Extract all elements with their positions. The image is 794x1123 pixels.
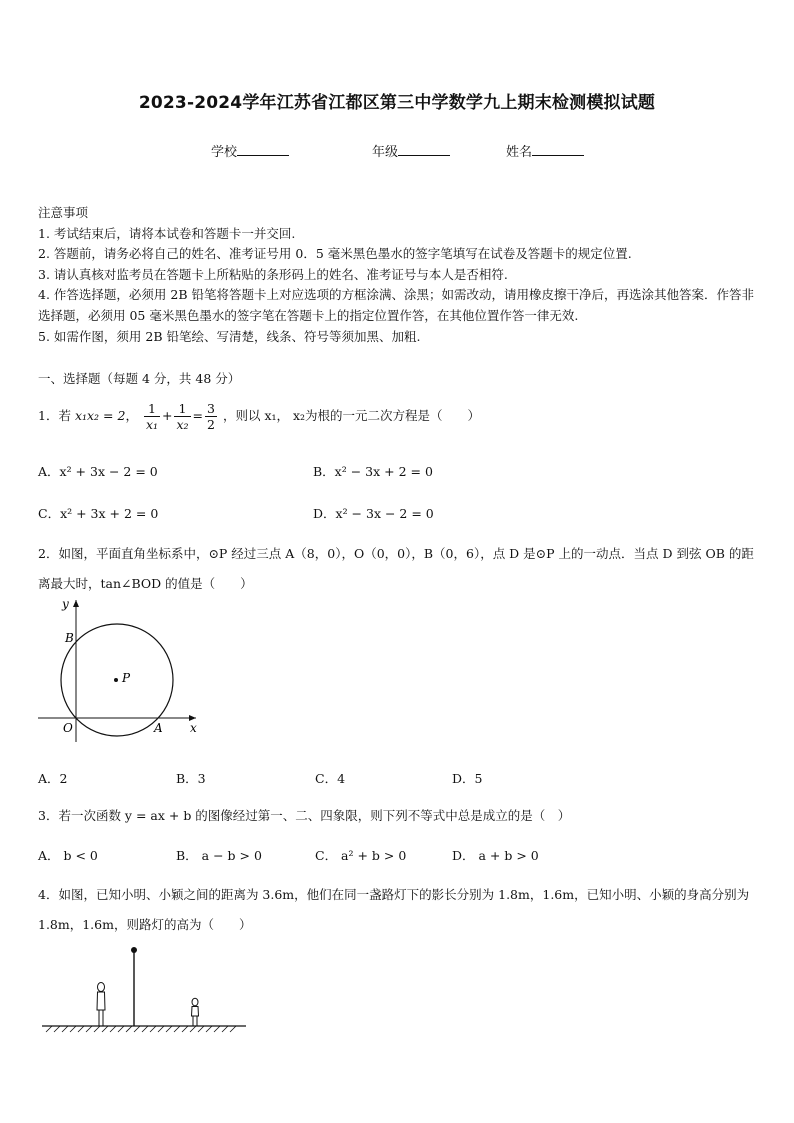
person-xiaoming-icon bbox=[97, 983, 105, 1027]
question-1: 1．若 x₁x₂ = 2， $\frac{1}{\text{x₁}}$ + $\frac{1}{\text{x₂}}$ = $\frac{3}{2}$ ，则以 x₁， x₂为根的一元二次方程是（ ） bbox=[38, 401, 481, 432]
q2-option-a: A．2 bbox=[38, 771, 68, 786]
q1-frac-rhs bbox=[205, 401, 217, 432]
x-axis-label: x bbox=[190, 721, 197, 735]
question-2: 2．如图，平面直角坐标系中，⊙P 经过三点 A（8，0），O（0，0），B（0，6），点 D 是⊙P 上的一动点．当点 D 到弦 OB 的距离最大时，tan∠BOD 的值是（ ） bbox=[38, 546, 754, 591]
point-p-label: P bbox=[122, 671, 131, 685]
notes-block bbox=[38, 203, 760, 347]
note-item-1: 1. 考试结束后，请将本试卷和答题卡一并交回. bbox=[38, 225, 296, 241]
q3-option-b: B． a − b > 0 bbox=[176, 848, 262, 863]
y-axis-arrow-icon bbox=[73, 600, 79, 607]
grade-label: 年级 bbox=[372, 145, 399, 160]
q3-option-a: A． b < 0 bbox=[38, 848, 98, 863]
note-item-5: 5. 如需作图，须用 2B 铅笔绘、写清楚，线条、符号等须加黑、加粗. bbox=[38, 328, 421, 344]
q1-frac-2 bbox=[174, 401, 190, 432]
question-3: 3．若一次函数 y = ax + b 的图像经过第一、二、四象限，则下列不等式中总是成立的是（ ） bbox=[38, 808, 571, 823]
note-item-3: 3. 请认真核对监考员在答题卡上所粘贴的条形码上的姓名、准考证号与本人是否相符. bbox=[38, 266, 508, 282]
point-o-label: O bbox=[63, 721, 73, 735]
q1-prefix: 1．若 bbox=[38, 408, 71, 423]
ground-hatching bbox=[46, 1026, 236, 1032]
point-a-label: A bbox=[154, 721, 163, 735]
q1-condition: x₁x₂ = 2 bbox=[74, 408, 126, 423]
name-blank bbox=[532, 143, 584, 156]
q1-frac-1 bbox=[144, 401, 160, 432]
grade-field bbox=[372, 141, 450, 160]
q1-frac-2-num: 1 bbox=[174, 401, 190, 417]
q2-circle-figure bbox=[30, 594, 210, 744]
q1-frac-1-den: x₁ bbox=[145, 417, 158, 432]
school-field bbox=[211, 141, 289, 160]
q2-option-d: D．5 bbox=[452, 771, 483, 786]
q4-streetlight-figure bbox=[38, 940, 253, 1040]
name-label: 姓名 bbox=[506, 145, 533, 160]
note-item-2: 2. 答题前，请务必将自己的姓名、准考证号用 0．5 毫米黑色墨水的签字笔填写在试卷及答题卡的规定位置. bbox=[38, 246, 632, 262]
center-point-p bbox=[114, 678, 118, 682]
page-title: 2023-2024学年江苏省江都区第三中学数学九上期末检测模拟试题 bbox=[138, 93, 656, 113]
q1-suffix: ，则以 x₁， x₂为根的一元二次方程是（ ） bbox=[222, 408, 481, 423]
question-4: 4．如图，已知小明、小颖之间的距离为 3.6m，他们在同一盏路灯下的影长分别为 1.8m，1.6m，已知小明、小颖的身高分别为 1.8m，1.6m，则路灯的高为（ ） bbox=[38, 887, 750, 932]
q1-option-c: C．x² + 3x + 2 = 0 bbox=[38, 506, 159, 521]
q2-option-b: B．3 bbox=[176, 771, 206, 786]
school-blank bbox=[237, 143, 289, 156]
q1-frac-rhs-den: 2 bbox=[207, 417, 215, 432]
notes-heading: 注意事项 bbox=[38, 205, 89, 220]
q3-option-c: C． a² + b > 0 bbox=[315, 848, 407, 863]
person-xiaoying-icon bbox=[192, 998, 199, 1026]
q1-option-a: A．x² + 3x − 2 = 0 bbox=[38, 464, 158, 479]
note-item-4: 4. 作答选择题，必须用 2B 铅笔将答题卡上对应选项的方框涂满、涂黑；如需改动，请用橡皮擦干净后，再选涂其他答案．作答非选择题，必须用 05 毫米黑色墨水的签字笔在答题卡上的指定位置作答，在其他位置作答一律无效. bbox=[38, 287, 754, 323]
y-axis-label: y bbox=[62, 597, 69, 611]
q1-option-d: D．x² − 3x − 2 = 0 bbox=[313, 506, 434, 521]
section-heading: 一、选择题（每题 4 分，共 48 分） bbox=[38, 371, 241, 386]
school-label: 学校 bbox=[211, 145, 238, 160]
q1-option-b: B．x² − 3x + 2 = 0 bbox=[313, 464, 433, 479]
name-field bbox=[506, 141, 584, 160]
q1-frac-2-den: x₂ bbox=[176, 417, 189, 432]
point-b-label: B bbox=[65, 631, 74, 645]
q1-frac-1-num: 1 bbox=[144, 401, 160, 417]
q1-sep: ， bbox=[125, 408, 138, 423]
q3-option-d: D． a + b > 0 bbox=[452, 848, 539, 863]
q2-option-c: C．4 bbox=[315, 771, 346, 786]
street-lamp-icon bbox=[131, 947, 137, 953]
q1-frac-rhs-num: 3 bbox=[207, 401, 215, 416]
grade-blank bbox=[398, 143, 450, 156]
